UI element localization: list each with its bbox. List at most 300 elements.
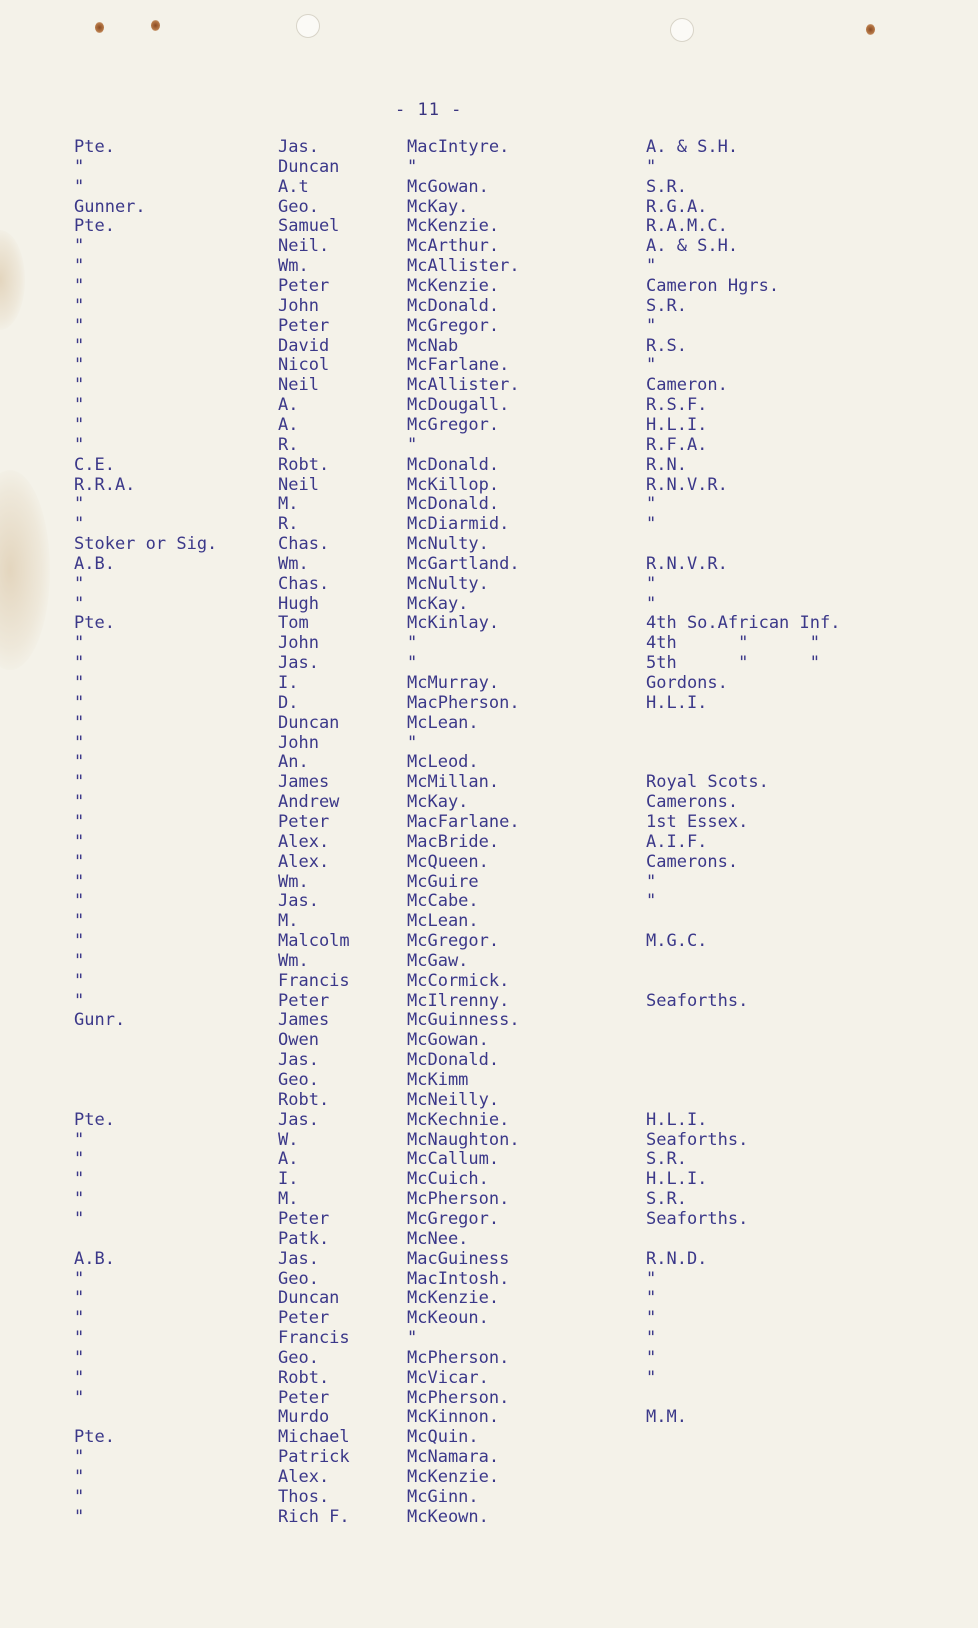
roster-row: [0, 872, 900, 892]
roster-row: [0, 355, 900, 375]
unit-cell: Cameron Hgrs.: [646, 276, 780, 296]
roster-row: [0, 534, 900, 554]
surname-cell: McGowan.: [407, 1030, 489, 1051]
unit-cell: ": [646, 1367, 657, 1388]
rank-cell: ": [74, 692, 85, 713]
surname-cell: McVicar.: [407, 1367, 489, 1388]
first-name-cell: Tom: [278, 613, 309, 634]
surname-cell: McDiarmid.: [407, 514, 510, 535]
roster-row: [0, 1090, 900, 1110]
roster-row: [0, 197, 900, 217]
rank-cell: ": [74, 156, 85, 177]
first-name-cell: A.: [278, 395, 299, 416]
unit-cell: H.L.I.: [646, 692, 708, 713]
rank-cell: Pte.: [74, 1109, 115, 1130]
rank-cell: Pte.: [74, 613, 115, 634]
unit-cell: S.R.: [646, 295, 687, 316]
first-name-cell: Geo.: [278, 1347, 319, 1368]
rank-cell: ": [74, 355, 85, 376]
first-name-cell: Alex.: [278, 831, 330, 852]
first-name-cell: Peter: [278, 315, 330, 336]
roster-row: [0, 137, 900, 157]
first-name-cell: I.: [278, 673, 299, 693]
surname-cell: McLean.: [407, 712, 479, 733]
first-name-cell: John: [278, 295, 319, 316]
rank-cell: R.R.A.: [74, 474, 136, 495]
roster-row: [0, 792, 900, 812]
rank-cell: ": [74, 831, 85, 852]
roster-row: [0, 1407, 900, 1427]
unit-cell: A. & S.H.: [646, 236, 739, 257]
surname-cell: McPherson.: [407, 1387, 510, 1408]
first-name-cell: Wm.: [278, 950, 309, 971]
surname-cell: McKechnie.: [407, 1109, 510, 1130]
roster-row: [0, 157, 900, 177]
surname-cell: McMurray.: [407, 673, 500, 693]
roster-row: [0, 1030, 900, 1050]
surname-cell: McNulty.: [407, 534, 489, 554]
first-name-cell: Peter: [278, 1308, 330, 1329]
surname-cell: ": [407, 732, 418, 753]
unit-cell: ": [646, 514, 657, 535]
roster-row: [0, 1487, 900, 1507]
unit-cell: Gordons.: [646, 673, 728, 693]
surname-cell: McIlrenny.: [407, 990, 510, 1011]
surname-cell: McAllister.: [407, 256, 520, 277]
roster-row: [0, 951, 900, 971]
first-name-cell: Patrick: [278, 1447, 350, 1468]
roster-row: [0, 1169, 900, 1189]
first-name-cell: Jas.: [278, 1109, 319, 1130]
roster-row: [0, 673, 900, 693]
roster-row: [0, 455, 900, 475]
rank-cell: ": [74, 295, 85, 316]
rank-cell: ": [74, 256, 85, 277]
unit-cell: Seaforths.: [646, 1129, 749, 1150]
rank-cell: ": [74, 633, 85, 654]
first-name-cell: Malcolm: [278, 931, 350, 951]
surname-cell: McKeoun.: [407, 1308, 489, 1329]
rank-cell: ": [74, 395, 85, 416]
roster-row: [0, 1269, 900, 1289]
unit-cell: A. & S.H.: [646, 137, 739, 157]
page-number: - 11 -: [395, 100, 463, 120]
surname-cell: McKinlay.: [407, 613, 500, 634]
rank-cell: ": [74, 1367, 85, 1388]
rank-cell: ": [74, 176, 85, 197]
first-name-cell: Samuel: [278, 216, 340, 237]
roster-row: [0, 494, 900, 514]
roster-row: [0, 772, 900, 792]
first-name-cell: David: [278, 335, 330, 356]
unit-cell: Cameron.: [646, 375, 728, 396]
roster-row: [0, 1070, 900, 1090]
first-name-cell: Neil.: [278, 236, 330, 257]
first-name-cell: Peter: [278, 811, 330, 832]
unit-cell: A.I.F.: [646, 831, 708, 852]
surname-cell: McCuich.: [407, 1169, 489, 1190]
surname-cell: McQueen.: [407, 851, 489, 872]
first-name-cell: D.: [278, 692, 299, 713]
unit-cell: R.A.M.C.: [646, 216, 728, 237]
surname-cell: McKillop.: [407, 474, 500, 495]
roster-row: [0, 911, 900, 931]
roster-row: [0, 316, 900, 336]
first-name-cell: R.: [278, 434, 299, 455]
surname-cell: McMillan.: [407, 772, 500, 793]
surname-cell: ": [407, 633, 418, 654]
surname-cell: McFarlane.: [407, 355, 510, 376]
roster-row: [0, 1467, 900, 1487]
surname-cell: McDougall.: [407, 395, 510, 416]
roster-row: [0, 395, 900, 415]
first-name-cell: Francis: [278, 970, 350, 991]
surname-cell: McCallum.: [407, 1149, 500, 1170]
roster-row: [0, 594, 900, 614]
unit-cell: ": [646, 1288, 657, 1309]
first-name-cell: Wm.: [278, 871, 309, 892]
surname-cell: McDonald.: [407, 1050, 500, 1071]
surname-cell: MacPherson.: [407, 692, 520, 713]
roster-row: [0, 852, 900, 872]
unit-cell: S.R.: [646, 1149, 687, 1170]
roster-row: [0, 653, 900, 673]
surname-cell: MacFarlane.: [407, 811, 520, 832]
roster-row: [0, 1249, 900, 1269]
rank-cell: ": [74, 276, 85, 296]
roster-row: [0, 375, 900, 395]
first-name-cell: Wm.: [278, 553, 309, 574]
first-name-cell: John: [278, 732, 319, 753]
surname-cell: McKay.: [407, 196, 469, 217]
first-name-cell: Alex.: [278, 851, 330, 872]
roster-row: [0, 1328, 900, 1348]
unit-cell: R.N.V.R.: [646, 553, 728, 574]
rank-cell: ": [74, 772, 85, 793]
first-name-cell: M.: [278, 1189, 299, 1210]
rank-cell: ": [74, 514, 85, 535]
roster-row: [0, 1010, 900, 1030]
surname-cell: McKay.: [407, 593, 469, 614]
rank-cell: ": [74, 970, 85, 991]
first-name-cell: Thos.: [278, 1486, 330, 1507]
first-name-cell: A.t: [278, 176, 309, 197]
first-name-cell: An.: [278, 752, 309, 773]
roster-row: [0, 1427, 900, 1447]
first-name-cell: M.: [278, 494, 299, 515]
unit-cell: H.L.I.: [646, 1109, 708, 1130]
roster-row: [0, 1447, 900, 1467]
unit-cell: ": [646, 891, 657, 912]
surname-cell: ": [407, 156, 418, 177]
first-name-cell: Michael: [278, 1427, 350, 1448]
rank-cell: ": [74, 494, 85, 515]
rank-cell: ": [74, 1288, 85, 1309]
roster-row: [0, 216, 900, 236]
roster-row: [0, 1130, 900, 1150]
unit-cell: R.N.: [646, 454, 687, 475]
roster-row: [0, 514, 900, 534]
first-name-cell: M.: [278, 911, 299, 932]
roster-row: [0, 1110, 900, 1130]
first-name-cell: Andrew: [278, 792, 340, 813]
roster-row: [0, 1209, 900, 1229]
first-name-cell: R.: [278, 514, 299, 535]
surname-cell: McKimm: [407, 1070, 469, 1090]
roster-row: [0, 713, 900, 733]
surname-cell: McKinnon.: [407, 1407, 500, 1428]
unit-cell: ": [646, 1347, 657, 1368]
rank-cell: ": [74, 375, 85, 396]
roster-row: [0, 693, 900, 713]
roster-row: [0, 336, 900, 356]
roster-row: [0, 812, 900, 832]
first-name-cell: Peter: [278, 1208, 330, 1229]
unit-cell: ": [646, 256, 657, 277]
surname-cell: MacIntyre.: [407, 137, 510, 157]
rank-cell: Stoker or Sig.: [74, 534, 218, 554]
surname-cell: McKay.: [407, 792, 469, 813]
surname-cell: McGregor.: [407, 1208, 500, 1229]
rank-cell: ": [74, 1486, 85, 1507]
surname-cell: McNee.: [407, 1228, 469, 1249]
surname-cell: McCabe.: [407, 891, 479, 912]
first-name-cell: Alex.: [278, 1467, 330, 1487]
surname-cell: ": [407, 434, 418, 455]
surname-cell: MacIntosh.: [407, 1268, 510, 1289]
unit-cell: R.N.V.R.: [646, 474, 728, 495]
roster-row: [0, 256, 900, 276]
first-name-cell: Chas.: [278, 534, 330, 554]
first-name-cell: Duncan: [278, 712, 340, 733]
first-name-cell: Geo.: [278, 196, 319, 217]
roster-row: [0, 832, 900, 852]
rank-cell: ": [74, 1268, 85, 1289]
roster-row: [0, 733, 900, 753]
first-name-cell: Robt.: [278, 1367, 330, 1388]
rank-cell: ": [74, 1506, 85, 1527]
surname-cell: McDonald.: [407, 494, 500, 515]
unit-cell: ": [646, 1268, 657, 1289]
rank-cell: A.B.: [74, 553, 115, 574]
surname-cell: McNaughton.: [407, 1129, 520, 1150]
rank-cell: ": [74, 1347, 85, 1368]
first-name-cell: John: [278, 633, 319, 654]
rank-cell: ": [74, 653, 85, 674]
surname-cell: McArthur.: [407, 236, 500, 257]
surname-cell: McQuin.: [407, 1427, 479, 1448]
surname-cell: McPherson.: [407, 1347, 510, 1368]
roster-row: [0, 574, 900, 594]
unit-cell: R.N.D.: [646, 1248, 708, 1269]
surname-cell: McCormick.: [407, 970, 510, 991]
unit-cell: S.R.: [646, 1189, 687, 1210]
first-name-cell: Peter: [278, 1387, 330, 1408]
surname-cell: McGowan.: [407, 176, 489, 197]
unit-cell: 4th " ": [646, 633, 820, 654]
rank-cell: ": [74, 1169, 85, 1190]
first-name-cell: Jas.: [278, 891, 319, 912]
rank-cell: ": [74, 792, 85, 813]
rank-cell: ": [74, 593, 85, 614]
surname-cell: McKenzie.: [407, 1467, 500, 1487]
unit-cell: ": [646, 315, 657, 336]
rank-cell: ": [74, 950, 85, 971]
rank-cell: ": [74, 414, 85, 435]
roster-row: [0, 633, 900, 653]
surname-cell: McKenzie.: [407, 276, 500, 296]
first-name-cell: Neil: [278, 375, 319, 396]
first-name-cell: A.: [278, 1149, 299, 1170]
rank-cell: ": [74, 573, 85, 594]
roster-row: [0, 475, 900, 495]
rank-cell: ": [74, 811, 85, 832]
unit-cell: R.G.A.: [646, 196, 708, 217]
roster-row: [0, 1368, 900, 1388]
unit-cell: ": [646, 355, 657, 376]
first-name-cell: Geo.: [278, 1070, 319, 1090]
unit-cell: ": [646, 871, 657, 892]
rank-cell: Pte.: [74, 137, 115, 157]
first-name-cell: Peter: [278, 990, 330, 1011]
unit-cell: 4th So.African Inf.: [646, 613, 841, 634]
roster-row: [0, 415, 900, 435]
surname-cell: McLean.: [407, 911, 479, 932]
rank-cell: ": [74, 434, 85, 455]
unit-cell: ": [646, 1308, 657, 1329]
first-name-cell: Rich F.: [278, 1506, 350, 1527]
roster-row: [0, 296, 900, 316]
surname-cell: McPherson.: [407, 1189, 510, 1210]
first-name-cell: Patk.: [278, 1228, 330, 1249]
surname-cell: McAllister.: [407, 375, 520, 396]
rank-cell: C.E.: [74, 454, 115, 475]
rank-cell: ": [74, 335, 85, 356]
surname-cell: McDonald.: [407, 295, 500, 316]
first-name-cell: Jas.: [278, 1050, 319, 1071]
rank-cell: Gunner.: [74, 196, 146, 217]
surname-cell: MacGuiness: [407, 1248, 510, 1269]
roster-row: [0, 613, 900, 633]
surname-cell: McNab: [407, 335, 459, 356]
roster-row: [0, 1229, 900, 1249]
roster-row: [0, 971, 900, 991]
roster-row: [0, 1189, 900, 1209]
unit-cell: 1st Essex.: [646, 811, 749, 832]
unit-cell: Camerons.: [646, 792, 739, 813]
roster-row: [0, 1308, 900, 1328]
surname-cell: McGregor.: [407, 315, 500, 336]
unit-cell: H.L.I.: [646, 414, 708, 435]
surname-cell: McGregor.: [407, 931, 500, 951]
surname-cell: McGuire: [407, 871, 479, 892]
first-name-cell: Geo.: [278, 1268, 319, 1289]
rank-cell: ": [74, 752, 85, 773]
roster-row: [0, 236, 900, 256]
unit-cell: S.R.: [646, 176, 687, 197]
rank-cell: ": [74, 1189, 85, 1210]
rank-cell: Gunr.: [74, 1010, 126, 1031]
unit-cell: H.L.I.: [646, 1169, 708, 1190]
rank-cell: ": [74, 1149, 85, 1170]
surname-cell: McGuinness.: [407, 1010, 520, 1031]
rank-cell: ": [74, 673, 85, 693]
roster-row: [0, 1388, 900, 1408]
roster-row: [0, 891, 900, 911]
roster-row: [0, 752, 900, 772]
first-name-cell: Jas.: [278, 1248, 319, 1269]
first-name-cell: Hugh: [278, 593, 319, 614]
surname-cell: McKenzie.: [407, 1288, 500, 1309]
unit-cell: 5th " ": [646, 653, 820, 674]
surname-cell: McKeown.: [407, 1506, 489, 1527]
unit-cell: R.S.: [646, 335, 687, 356]
unit-cell: Camerons.: [646, 851, 739, 872]
first-name-cell: Duncan: [278, 1288, 340, 1309]
unit-cell: ": [646, 1328, 657, 1348]
rank-cell: Pte.: [74, 1427, 115, 1448]
rank-cell: ": [74, 1129, 85, 1150]
roster-row: [0, 1288, 900, 1308]
unit-cell: M.M.: [646, 1407, 687, 1428]
first-name-cell: Chas.: [278, 573, 330, 594]
rank-cell: ": [74, 1308, 85, 1329]
unit-cell: R.S.F.: [646, 395, 708, 416]
roster-row: [0, 554, 900, 574]
roster-row: [0, 1050, 900, 1070]
first-name-cell: Jas.: [278, 137, 319, 157]
rank-cell: ": [74, 911, 85, 932]
unit-cell: ": [646, 593, 657, 614]
first-name-cell: Robt.: [278, 454, 330, 475]
surname-cell: ": [407, 1328, 418, 1348]
surname-cell: McKenzie.: [407, 216, 500, 237]
unit-cell: ": [646, 156, 657, 177]
first-name-cell: Jas.: [278, 653, 319, 674]
rank-cell: ": [74, 1328, 85, 1348]
roster-row: [0, 435, 900, 455]
unit-cell: Seaforths.: [646, 1208, 749, 1229]
first-name-cell: I.: [278, 1169, 299, 1190]
surname-cell: McLeod.: [407, 752, 479, 773]
surname-cell: ": [407, 653, 418, 674]
surname-cell: McNulty.: [407, 573, 489, 594]
surname-cell: McGregor.: [407, 414, 500, 435]
rank-cell: ": [74, 236, 85, 257]
roster-row: [0, 931, 900, 951]
rank-cell: ": [74, 732, 85, 753]
unit-cell: Seaforths.: [646, 990, 749, 1011]
rank-cell: ": [74, 990, 85, 1011]
roster-row: [0, 1507, 900, 1527]
rank-cell: ": [74, 1387, 85, 1408]
roster-row: [0, 1149, 900, 1169]
surname-cell: MacBride.: [407, 831, 500, 852]
first-name-cell: Neil: [278, 474, 319, 495]
first-name-cell: Peter: [278, 276, 330, 296]
surname-cell: McNeilly.: [407, 1089, 500, 1110]
rank-cell: ": [74, 871, 85, 892]
unit-cell: ": [646, 573, 657, 594]
rank-cell: ": [74, 931, 85, 951]
rank-cell: ": [74, 1208, 85, 1229]
rank-cell: ": [74, 315, 85, 336]
surname-cell: McDonald.: [407, 454, 500, 475]
unit-cell: R.F.A.: [646, 434, 708, 455]
rank-cell: ": [74, 851, 85, 872]
surname-cell: McGinn.: [407, 1486, 479, 1507]
rank-cell: A.B.: [74, 1248, 115, 1269]
